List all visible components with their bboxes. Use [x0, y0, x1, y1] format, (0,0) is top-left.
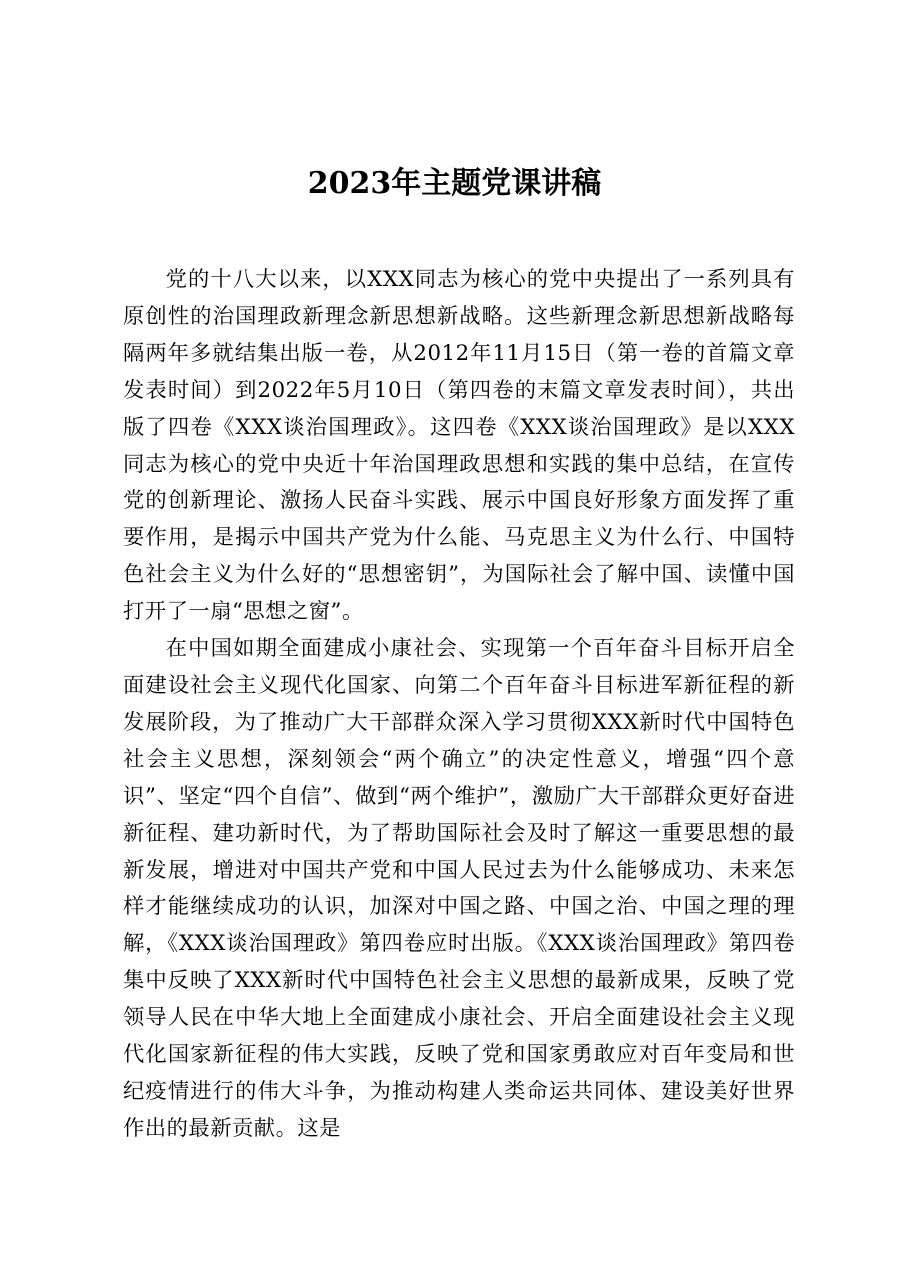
paragraph-1: 党的十八大以来，以XXX同志为核心的党中央提出了一系列具有原创性的治国理政新理念新思想新战略。这些新理念新思想新战略每隔两年多就结集出版一卷，从2012年11月15日（第一卷的首篇文章发表时间）到2022年5月10日（第四卷的末篇文章发表时间），共出版了四卷《XXX谈治国理政》。这四卷《XXX谈治国理政》是以XXX同志为核心的党中央近十年治国理政思想和实践的集中总结，在宣传党的创新理论、激扬人民奋斗实践、展示中国良好形象方面发挥了重要作用，是揭示中国共产党为什么能、马克思主义为什么行、中国特色社会主义为什么好的“思想密钥”，为国际社会了解中国、读懂中国打开了一扇“思想之窗”。 [123, 267, 795, 625]
document-title: 2023年主题党课讲稿 [307, 166, 602, 201]
paragraph-2: 在中国如期全面建成小康社会、实现第一个百年奋斗目标开启全面建设社会主义现代化国家、向第二个百年奋斗目标进军新征程的新发展阶段，为了推动广大干部群众深入学习贯彻XXX新时代中国特色社会主义思想，深刻领会“两个确立”的决定性意义，增强“四个意识”、坚定“四个自信”、做到“两个维护”，激励广大干部群众更好奋进新征程、建功新时代，为了帮助国际社会及时了解这一重要思想的最新发展，增进对中国共产党和中国人民过去为什么能够成功、未来怎样才能继续成功的认识，加深对中国之路、中国之治、中国之理的理解，《XXX谈治国理政》第四卷应时出版。《XXX谈治国理政》第四卷集中反映了XXX新时代中国特色社会主义思想的最新成果，反映了党领导人民在中华大地上全面建成小康社会、开启全面建设社会主义现代化国家新征程的伟大实践，反映了党和国家勇敢应对百年变局和世纪疫情进行的伟大斗争，为推动构建人类命运共同体、建设美好世界作出的最新贡献。这是 [123, 636, 795, 1141]
document-body [123, 262, 795, 1148]
